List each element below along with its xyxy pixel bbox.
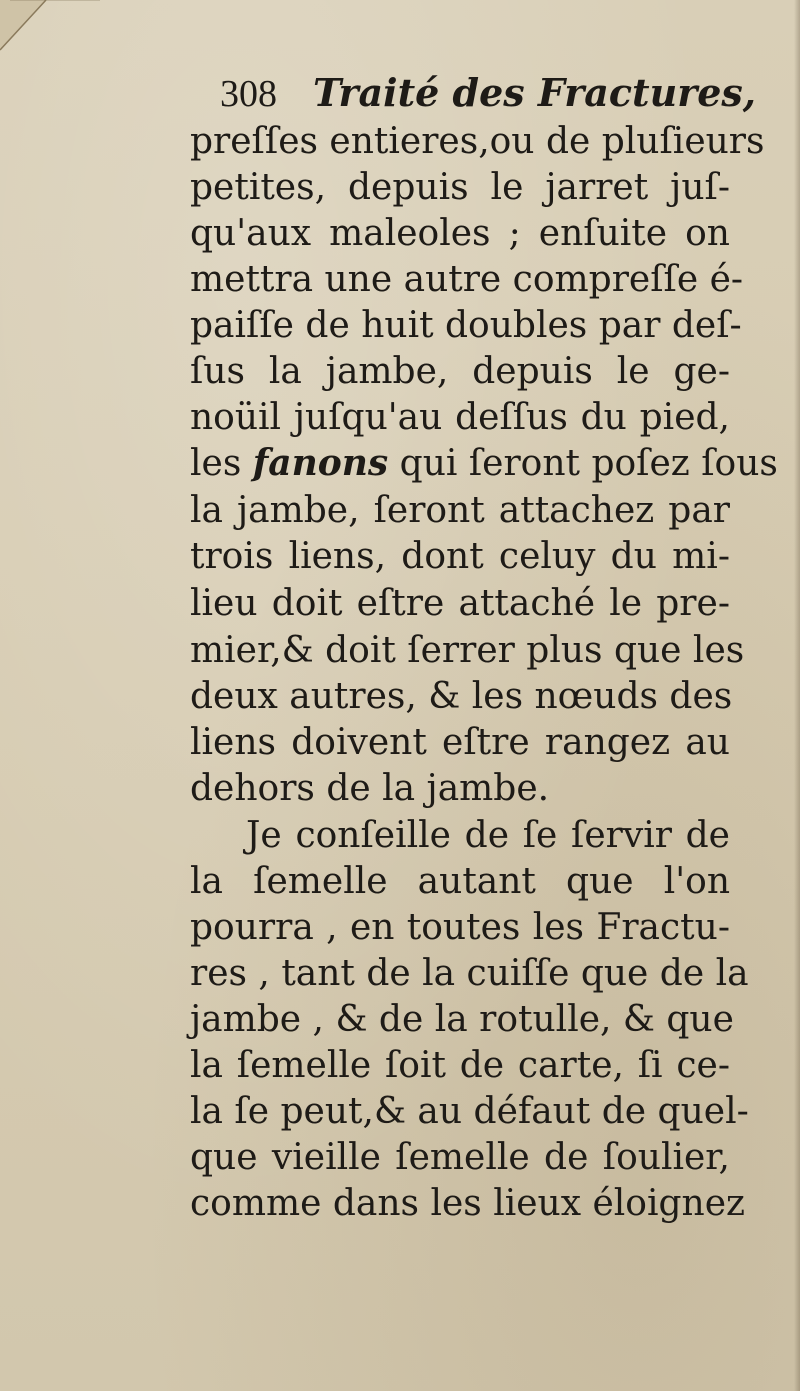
text-line: ſus la jambe, depuis le ge- (190, 351, 730, 392)
text-line: pourra , en toutes les Fractu- (190, 907, 730, 948)
text-line: que vieille ſemelle de ſoulier, (190, 1137, 730, 1178)
text-line: paiſſe de huit doubles par deſ- (190, 305, 742, 346)
text-line: deux autres, & les nœuds des (190, 676, 733, 717)
torn-corner-mark (0, 0, 120, 70)
text-line: dehors de la jambe. (190, 768, 550, 809)
text-line: trois liens, dont celuy du mi- (190, 536, 730, 577)
running-title: Traité des Fractures, (313, 70, 757, 115)
text-line-with-italic (190, 440, 778, 487)
page-number: 308 (220, 73, 277, 115)
text-line: mettra une autre compreſſe é- (190, 259, 744, 300)
text-line: comme dans les lieux éloignez (190, 1183, 745, 1224)
text-line: la ſemelle autant que l'on (190, 861, 730, 902)
text-line: la ſemelle ſoit de carte, ſi ce- (190, 1045, 730, 1086)
text-line: jambe , & de la rotulle, & que (190, 999, 734, 1040)
text-segment: qui ſeront poſez ſous (399, 443, 778, 484)
text-line: mier,& doit ſerrer plus que les (190, 630, 745, 671)
text-line: Je conſeille de ſe ſervir de (246, 815, 730, 856)
text-line: liens doivent eſtre rangez au (190, 722, 730, 763)
text-line: noüil juſqu'au deſſus du pied, (190, 397, 730, 438)
text-line: petites, depuis le jarret juſ- (190, 167, 730, 208)
text-line: res , tant de la cuiſſe que de la (190, 953, 749, 994)
text-line: preſſes entieres,ou de pluſieurs (190, 121, 765, 162)
text-line: qu'aux maleoles ; enſuite on (190, 213, 730, 254)
text-segment: les (190, 443, 242, 484)
text-line: la jambe, ſeront attachez par (190, 490, 730, 531)
italic-term-fanons: fanons (252, 442, 389, 484)
text-line: la ſe peut,& au défaut de quel- (190, 1091, 749, 1132)
text-line: lieu doit eſtre attaché le pre- (190, 583, 730, 624)
page-edge-shadow (794, 0, 800, 1391)
running-head (220, 68, 756, 118)
